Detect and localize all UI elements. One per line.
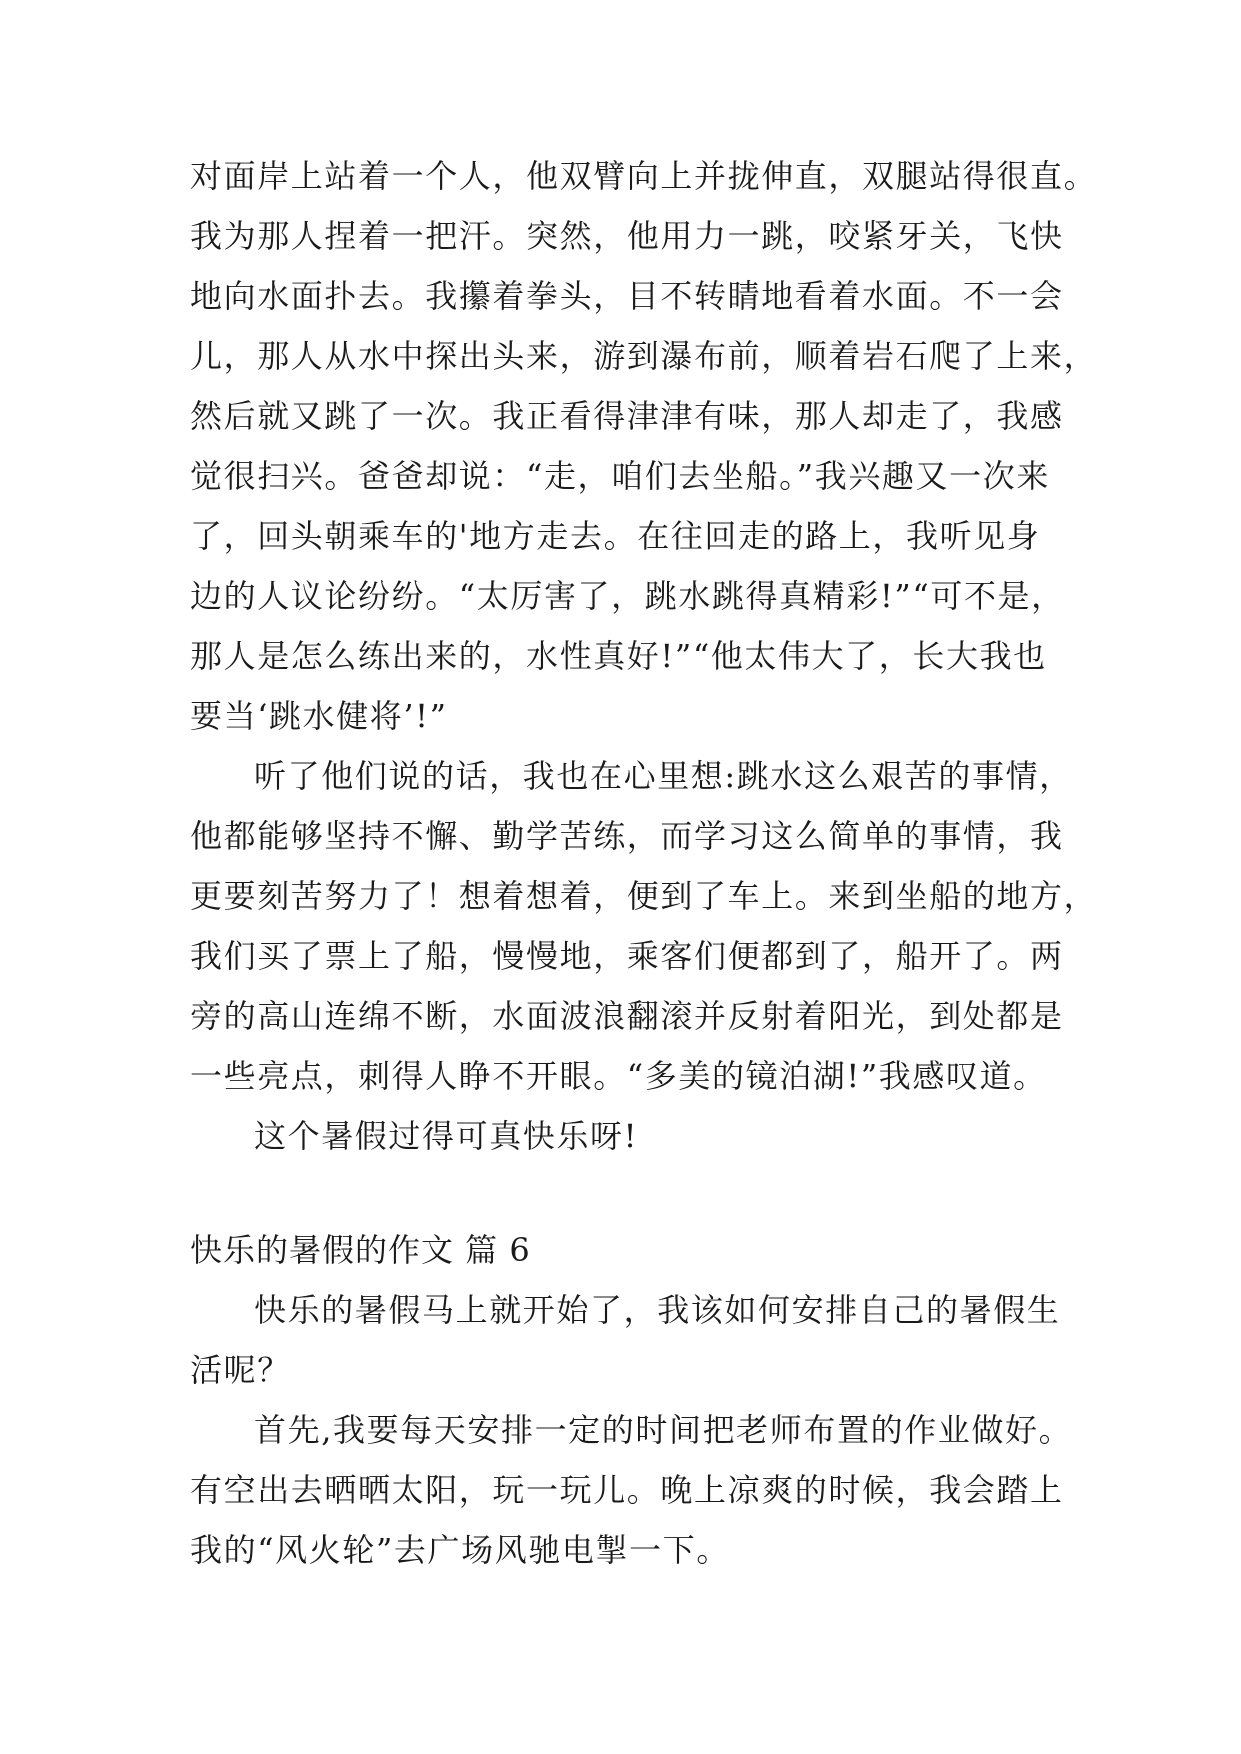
body-text-line: 了，回头朝乘车的'地方走去。在往回走的路上，我听见身 <box>190 517 1041 555</box>
section-heading: 快乐的暑假的作文 篇 6 <box>190 1231 531 1269</box>
body-text-line: 这个暑假过得可真快乐呀! <box>254 1117 639 1155</box>
body-text-line: 我为那人捏着一把汗。突然，他用力一跳，咬紧牙关，飞快 <box>190 217 1064 255</box>
body-text-line: 我的“风火轮”去广场风驰电掣一下。 <box>190 1531 730 1569</box>
body-text-line: 他都能够坚持不懈、勤学苦练，而学习这么简单的事情，我 <box>190 817 1064 855</box>
body-text-line: 边的人议论纷纷。“太厉害了，跳水跳得真精彩!”“可不是， <box>190 577 1065 615</box>
body-text-line: 觉很扫兴。爸爸却说：“走，咱们去坐船。”我兴趣又一次来 <box>190 457 1050 495</box>
body-text-line: 要当‘跳水健将’!” <box>190 697 448 735</box>
body-text-line: 更要刻苦努力了！想着想着，便到了车上。来到坐船的地方， <box>190 877 1098 915</box>
body-text-line: 首先,我要每天安排一定的时间把老师布置的作业做好。 <box>254 1411 1073 1449</box>
body-text-line: 一些亮点，刺得人睁不开眼。“多美的镜泊湖!”我感叹道。 <box>190 1057 1047 1095</box>
body-text-line: 那人是怎么练出来的，水性真好!”“他太伟大了，长大我也 <box>190 637 1047 675</box>
body-text-line: 对面岸上站着一个人，他双臂向上并拢伸直，双腿站得很直。 <box>190 157 1098 195</box>
body-text-line: 地向水面扑去。我攥着拳头，目不转睛地看着水面。不一会 <box>190 277 1064 315</box>
body-text-line: 听了他们说的话，我也在心里想:跳水这么艰苦的事情， <box>254 757 1073 795</box>
body-text-line: 旁的高山连绵不断，水面波浪翻滚并反射着阳光，到处都是 <box>190 997 1064 1035</box>
body-text-line: 我们买了票上了船，慢慢地，乘客们便都到了，船开了。两 <box>190 937 1064 975</box>
body-text-line: 活呢？ <box>190 1351 291 1389</box>
body-text-line: 快乐的暑假马上就开始了，我该如何安排自己的暑假生 <box>254 1291 1061 1329</box>
body-text-line: 然后就又跳了一次。我正看得津津有味，那人却走了，我感 <box>190 397 1064 435</box>
body-text-line: 有空出去晒晒太阳，玩一玩儿。晚上凉爽的时候，我会踏上 <box>190 1471 1064 1509</box>
body-text-line: 儿，那人从水中探出头来，游到瀑布前，顺着岩石爬了上来， <box>190 337 1098 375</box>
